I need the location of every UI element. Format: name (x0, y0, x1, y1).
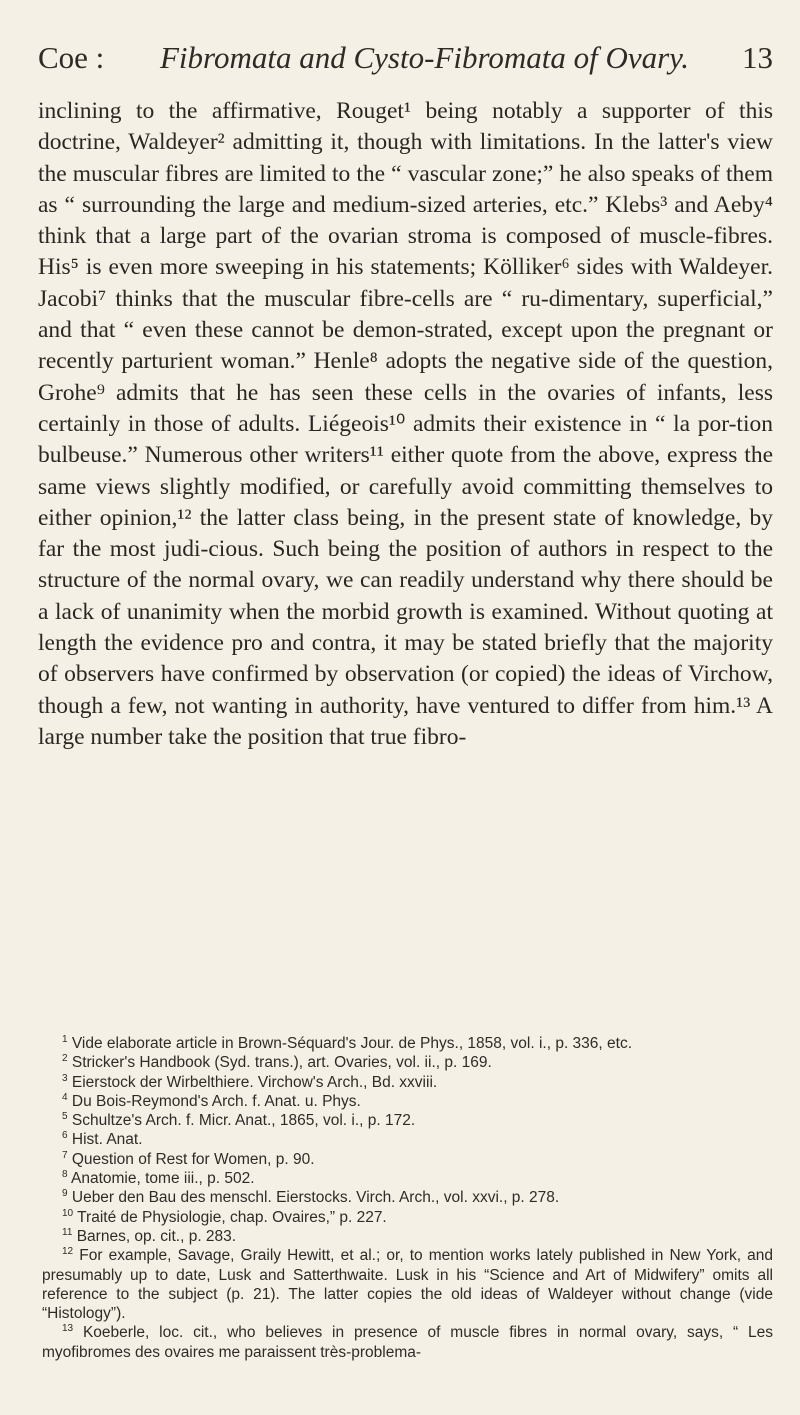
footnote (42, 1227, 773, 1246)
footnote-number: 1 (62, 1033, 68, 1045)
header-title: Fibromata and Cysto-Fibromata of Ovary. (160, 40, 689, 75)
footnote-number: 5 (62, 1111, 68, 1123)
footnote (42, 1111, 773, 1130)
footnote-number: 2 (62, 1053, 68, 1065)
footnote-number: 9 (62, 1188, 68, 1200)
footnote-number: 12 (62, 1246, 74, 1258)
footnote (42, 1246, 773, 1323)
footnote-number: 13 (62, 1323, 74, 1335)
footnote-number: 3 (62, 1072, 68, 1084)
header-author: Coe : (38, 40, 105, 75)
footnote-number: 8 (62, 1168, 68, 1180)
footnote-number: 11 (62, 1226, 73, 1238)
footnote (42, 1208, 773, 1227)
footnote-text: Schultze's Arch. f. Micr. Anat., 1865, vol. i., p. 172. (71, 1112, 416, 1130)
footnote-text: Ueber den Bau des menschl. Eierstocks. Virch. Arch., vol. xxvi., p. 278. (71, 1189, 560, 1207)
footnote (42, 1130, 773, 1149)
footnote-number: 10 (62, 1207, 74, 1219)
footnote-number: 6 (62, 1130, 68, 1142)
body-paragraph: inclining to the affirmative, Rouget¹ being notably a supporter of this doctrine, Waldeyer² admitting it, though with limitations. In the latter's view the muscular fibres are limited to the “ vascular zone;” he also speaks of them as “ surrounding the large and medium-sized arteries, etc.” Klebs³ and Aeby⁴ think that a large part of the ovarian stroma is composed of muscle-fibres. His⁵ is even more sweeping in his statements; Kölliker⁶ sides with Waldeyer. Jacobi⁷ thinks that the muscular fibre-cells are “ ru-dimentary, superficial,” and that “ even these cannot be demon-strated, except upon the pregnant or recently parturient woman.” Henle⁸ adopts the negative side of the question, Grohe⁹ admits that he has seen these cells in the ovaries of infants, less certainly in those of adults. Liégeois¹⁰ admits their existence in “ la por-tion bulbeuse.” Numerous other writers¹¹ either quote from the above, express the same views slightly modified, or carefully avoid committing themselves to either opinion,¹² the latter class being, in the present state of knowledge, by far the most judi-cious. Such being the position of authors in respect to the structure of the normal ovary, we can readily understand why there should be a lack of unanimity when the morbid growth is examined. Without quoting at length the evidence pro and contra, it may be stated briefly that the majority of observers have confirmed by observation (or copied) the ideas of Virchow, though a few, not wanting in authority, have ventured to differ from him.¹³ A large number take the position that true fibro- (38, 98, 773, 750)
footnote (42, 1169, 773, 1188)
running-header (38, 40, 773, 80)
footnote (42, 1053, 773, 1072)
footnote (42, 1150, 773, 1169)
footnote-text: Traité de Physiologie, chap. Ovaires,” p. 227. (77, 1208, 387, 1226)
footnote-text: Vide elaborate article in Brown-Séquard's Jour. de Phys., 1858, vol. i., p. 336, etc. (71, 1035, 633, 1052)
footnote (42, 1188, 773, 1207)
footnote-text: Question of Rest for Women, p. 90. (71, 1150, 315, 1168)
footnote (42, 1092, 773, 1111)
page-number: 13 (742, 40, 773, 75)
footnote-number: 7 (62, 1149, 68, 1161)
footnote (42, 1073, 773, 1092)
footnotes (42, 1034, 773, 1362)
footnote-text: Eierstock der Wirbelthiere. Virchow's Arch., Bd. xxviii. (71, 1073, 438, 1091)
footnote (42, 1323, 773, 1362)
footnote-text: Hist. Anat. (71, 1131, 143, 1149)
footnote-text: Du Bois-Reymond's Arch. f. Anat. u. Phys. (71, 1092, 361, 1110)
footnote-text: Stricker's Handbook (Syd. trans.), art. Ovaries, vol. ii., p. 169. (71, 1054, 492, 1072)
footnote-number: 4 (62, 1091, 68, 1103)
footnote-text: Anatomie, tome iii., p. 502. (71, 1170, 255, 1188)
footnote-text: Koeberle, loc. cit., who believes in presence of muscle fibres in normal ovary, says, “ Les myofibromes des ovaires me paraissent très-problema- (42, 1324, 773, 1361)
footnote (42, 1034, 773, 1053)
footnote-text: For example, Savage, Graily Hewitt, et al.; or, to mention works lately published in New York, and presumably up to date, Lusk and Satterthwaite. Lusk in his “Science and Art of Midwifery” omits all reference to the subject (p. 21). The latter copies the old ideas of Waldeyer without change (vide “Histology”). (42, 1247, 773, 1323)
footnote-text: Barnes, op. cit., p. 283. (76, 1227, 237, 1245)
